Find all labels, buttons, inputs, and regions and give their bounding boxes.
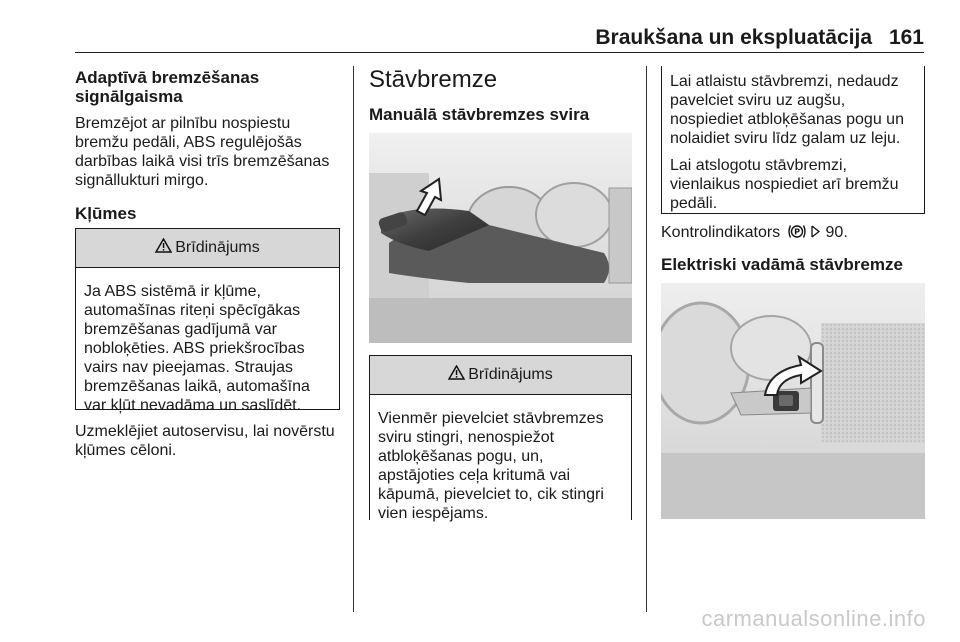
warning-header: [370, 356, 631, 395]
heading-line: Adaptīvā bremzēšanas: [75, 68, 260, 87]
page-reference: 90.: [825, 224, 848, 241]
warning-triangle-icon: [448, 365, 465, 385]
parking-brake-indicator-icon: [787, 223, 807, 245]
text-line: apstājoties ceļa kritumā vai: [378, 467, 571, 484]
paragraph-faults: [75, 422, 350, 460]
unload-instructions: [670, 156, 916, 213]
text-line: kāpumā, pievelciet to, cik stingri: [378, 486, 604, 503]
warning-triangle-icon: [155, 238, 172, 258]
text-line: signāllukturi mirgo.: [75, 172, 209, 189]
text-line: Lai atslogotu stāvbremzi,: [670, 157, 847, 174]
release-instructions: [670, 72, 916, 148]
text-line: var kļūt nevadāma un saslīdēt.: [84, 397, 302, 414]
text-line: Uzmeklējiet autoservisu, lai novērstu: [75, 423, 335, 440]
indicator-label: Kontrolindikators: [661, 224, 781, 241]
heading-adaptive-brake-light: [75, 68, 345, 106]
text-line: sviru stingri, nenospiežot: [378, 429, 555, 446]
text-line: vairs nav pieejamas. Straujas: [84, 359, 293, 376]
paragraph-adaptive-brake-light: [75, 114, 345, 190]
running-header-title: Braukšana un ekspluatācija: [595, 26, 872, 49]
text-line: vienlaikus nospiediet arī bremžu: [670, 176, 899, 193]
text-line: automašīnas riteņi spēcīgākas: [84, 302, 301, 319]
text-line: Vienmēr pievelciet stāvbremzes: [378, 410, 604, 427]
warning-box-abs: [75, 228, 340, 414]
text-line: bremzēšanas gadījumā var: [84, 321, 277, 338]
text-line: vien iespējams.: [378, 505, 489, 522]
reference-arrow-icon: [811, 224, 821, 243]
watermark: carmanualsonline.info: [701, 606, 926, 631]
text-line: nobloķēties. ABS priekšrocības: [84, 340, 305, 357]
text-line: darbības laikā visi trīs bremzēšanas: [75, 153, 330, 170]
text-line: atbloķēšanas pogu, un,: [378, 448, 544, 465]
column-divider-1: [353, 66, 354, 612]
page-number: 161: [888, 26, 924, 49]
heading-faults: Kļūmes: [75, 204, 137, 223]
text-line: nolaidiet sviru līdz galam uz leju.: [670, 130, 901, 147]
spacer: [670, 148, 916, 156]
warning-title: Brīdinājums: [468, 366, 553, 383]
subheading-manual-lever: Manuālā stāvbremzes svira: [369, 105, 590, 124]
heading-line: signālgaisma: [75, 87, 183, 106]
column-divider-2: [646, 66, 647, 612]
text-line: Ja ABS sistēmā ir kļūme,: [84, 283, 261, 300]
text-line: Bremzējot ar pilnību nospiestu: [75, 115, 291, 132]
warning-body: [370, 395, 631, 531]
photo-electric-parking-brake: [661, 283, 925, 519]
heading-electric-parking-brake: Elektriski vadāmā stāvbremze: [661, 255, 903, 274]
text-line: pavelciet sviru uz augšu,: [670, 92, 846, 109]
text-line: Lai atlaistu stāvbremzi, nedaudz: [670, 73, 899, 90]
continued-warning-box: [661, 66, 925, 214]
text-line: nospiediet atbloķēšanas pogu un: [670, 111, 904, 128]
warning-header: [76, 229, 339, 268]
indicator-reference: [661, 223, 848, 245]
header-rule: [75, 52, 924, 53]
warning-title: Brīdinājums: [175, 239, 260, 256]
text-line: kļūmes cēloni.: [75, 442, 177, 459]
text-line: bremzēšanas laikā, automašīna: [84, 378, 310, 395]
photo-manual-handbrake-lever: [369, 133, 632, 343]
text-line: bremžu pedāli, ABS regulējošās: [75, 134, 302, 151]
warning-body: [76, 268, 339, 423]
text-line: pedāli.: [670, 195, 718, 212]
warning-box-parking-brake: [369, 355, 632, 520]
heading-parking-brake: Stāvbremze: [369, 66, 498, 93]
svg-text:P: P: [793, 227, 800, 237]
